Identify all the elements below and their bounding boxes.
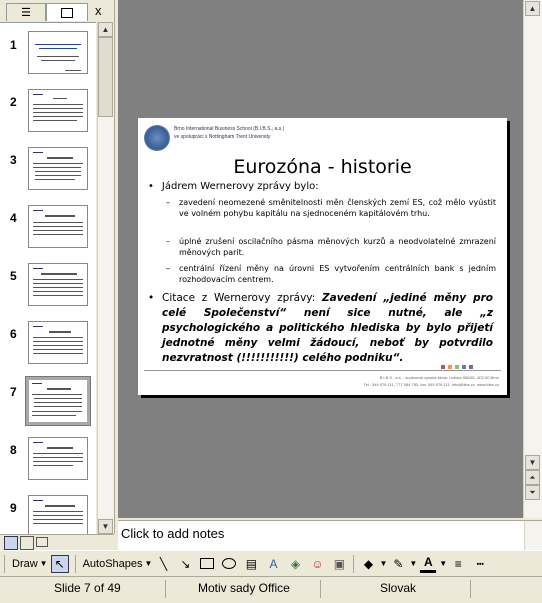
thumbnail-list	[0, 22, 96, 535]
bullet-1: • Jádrem Wernerovy zprávy bylo:	[148, 181, 319, 192]
slides-icon	[61, 8, 73, 18]
rectangle-icon[interactable]	[199, 556, 215, 572]
insert-picture-icon[interactable]: ▣	[333, 556, 346, 571]
fill-color-icon[interactable]: ◆	[363, 556, 374, 571]
close-pane-icon[interactable]: x	[95, 3, 102, 18]
slide-footer-line2: Tel.: 549 578 111, 777 084 783, fax: 549 578 111, info@bibs.cz, www.bibs.cz	[363, 382, 499, 387]
font-color-icon[interactable]: A	[420, 554, 436, 573]
clip-art-icon[interactable]: ☺	[311, 556, 324, 571]
drawing-toolbar	[0, 550, 542, 576]
slide-title: Eurozóna - historie	[233, 156, 412, 178]
thumbnail-image-selected	[26, 377, 90, 425]
thumbnail-scrollbar[interactable]	[97, 22, 114, 534]
scroll-up-icon[interactable]: ▲	[98, 22, 113, 37]
scroll-up-icon[interactable]: ▲	[525, 1, 540, 16]
thumbnail-number: 7	[10, 385, 17, 399]
thumbnail-number: 1	[10, 38, 17, 52]
thumbnail-image	[28, 31, 88, 74]
bullet-2: • Citace z Wernerovy zprávy: Zavedení „jediné měny pro celé Společenství“ není sice nutné, ale „z psychologického a politického hlediska by bylo přijetí jednotné měny velmi žádoucí, neboť by potvrdilo nezvratnost (!!!!!!!!!!!) celého podniku“.	[148, 292, 493, 364]
slide-sorter-view-icon[interactable]	[20, 536, 34, 550]
next-slide-icon[interactable]: ⏷	[525, 485, 540, 500]
thumbnail-number: 3	[10, 153, 17, 167]
arrow-icon[interactable]: ↘	[180, 556, 191, 571]
thumbnail-image	[28, 205, 88, 248]
slide-counter: Slide 7 of 49	[54, 581, 121, 595]
slides-pane	[0, 0, 115, 534]
fill-color-dropdown-icon[interactable]: ▼	[379, 559, 388, 568]
normal-view-icon[interactable]	[4, 536, 18, 550]
thumbnail-number: 9	[10, 501, 17, 515]
bullet-2-quote: Zavedení „jediné měny pro celé Společenství“ není sice nutné, ale „z psychologického a politického hlediska by bylo přijetí jednotné měny velmi žádoucí, neboť by potvrdilo nezvratnost (!!!!!!!!!!!) celého podniku“.	[162, 292, 493, 364]
sub-bullet-2: – úplné zrušení oscilačního pásma měnových kurzů a neodvolatelné zmrazení měnových parit.	[166, 237, 496, 257]
notes-pane[interactable]	[118, 520, 542, 551]
sub-bullet-1: – zavedení neomezené směnitelnosti měn členských zemí ES, což mělo vyústit ve volném pohybu kapitálu na sjednoceném kapitálovém trhu.	[166, 198, 496, 218]
thumbnail-image	[28, 495, 88, 535]
select-objects-icon[interactable]: ↖	[51, 555, 69, 573]
line-color-icon[interactable]: ✎	[393, 556, 404, 571]
line-icon[interactable]: ╲	[159, 556, 168, 571]
design-name: Motiv sady Office	[198, 581, 290, 595]
thumbnail-image	[28, 89, 88, 132]
font-color-dropdown-icon[interactable]: ▼	[439, 559, 448, 568]
thumbnail-number: 5	[10, 269, 17, 283]
slide-header-line1: Brno International Business School (B.I.B.S., a.s.)	[174, 126, 285, 132]
view-buttons	[0, 534, 114, 551]
outline-icon: ☰	[21, 7, 31, 19]
bullet-2-lead: Citace z Wernerovy zprávy:	[162, 292, 322, 304]
diagram-icon[interactable]: ◈	[290, 556, 301, 571]
line-style-icon[interactable]: ≡	[454, 556, 462, 571]
slide[interactable]	[138, 118, 507, 395]
slide-footer-line1: B.I.B.S., a.s. - soukromá vysoká škola, Lidická 960/81, 602 00 Brno	[379, 375, 499, 380]
line-color-dropdown-icon[interactable]: ▼	[409, 559, 418, 568]
scroll-thumb[interactable]	[98, 37, 113, 117]
thumbnail-number: 4	[10, 211, 17, 225]
thumbnail-image	[28, 437, 88, 480]
scroll-down-icon[interactable]: ▼	[525, 455, 540, 470]
scroll-down-icon[interactable]: ▼	[98, 519, 113, 534]
footer-divider	[144, 370, 501, 371]
notes-scrollbar[interactable]	[524, 521, 542, 551]
slideshow-icon[interactable]	[36, 536, 48, 548]
text-box-icon[interactable]: ▤	[245, 556, 258, 571]
status-bar	[0, 576, 542, 603]
thumbnail-image	[28, 147, 88, 190]
autoshapes-button[interactable]: AutoShapes ▼	[82, 557, 153, 570]
school-logo	[144, 125, 170, 151]
sub-bullet-3: – centrální řízení měny na úrovni ES vytvořením centrálních bank s jedním rozhodovacím centrem.	[166, 264, 496, 284]
slide-scrollbar[interactable]	[523, 0, 542, 518]
wordart-icon[interactable]: A	[269, 556, 278, 571]
thumbnail-image	[28, 263, 88, 306]
language-status: Slovak	[380, 581, 417, 595]
oval-icon[interactable]	[221, 556, 237, 572]
accent-dots	[441, 365, 473, 369]
notes-placeholder[interactable]: Click to add notes	[121, 526, 225, 541]
thumbnail-image	[28, 321, 88, 364]
thumbnail-number: 8	[10, 443, 17, 457]
pane-tabs	[0, 0, 114, 22]
thumbnail-number: 6	[10, 327, 17, 341]
previous-slide-icon[interactable]: ⏶	[525, 470, 540, 485]
thumbnail-number: 2	[10, 95, 17, 109]
tab-outline[interactable]	[6, 3, 46, 21]
tab-slides[interactable]	[46, 3, 88, 21]
dash-style-icon[interactable]: ┅	[476, 556, 484, 571]
slide-header-line2: ve spolupráci s Nottingham Trent University	[174, 134, 271, 140]
draw-menu-button[interactable]: Draw ▼	[12, 557, 48, 570]
